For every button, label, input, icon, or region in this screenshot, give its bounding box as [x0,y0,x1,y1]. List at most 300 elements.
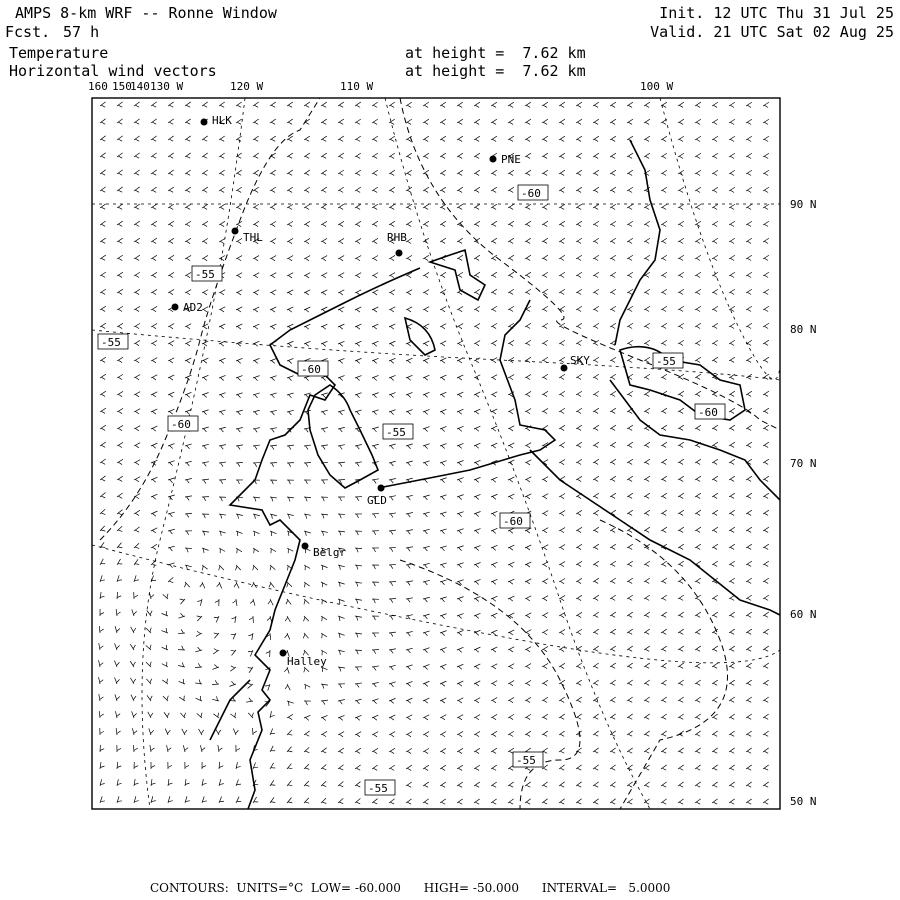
wind-barb [202,444,209,449]
init-time: Init. 12 UTC Thu 31 Jul 25 [659,4,894,22]
wind-barb [508,579,514,584]
wind-barb [661,782,667,787]
wind-barb [270,273,276,278]
wind-barb [202,221,208,226]
wind-barb [440,119,446,124]
wind-barb [253,428,260,433]
wind-barb [559,765,565,770]
wind-barb [270,711,275,718]
wind-barb [576,340,582,345]
wind-barb [372,715,378,720]
wind-barb [576,629,582,634]
wind-barb [542,306,548,311]
wind-barb [593,714,599,719]
wind-barb [286,599,291,605]
wind-barb [542,102,548,107]
wind-barb [233,729,238,735]
wind-barb [134,392,140,397]
wind-barb [100,592,104,599]
wind-barb [695,187,701,192]
wind-barb [627,476,633,481]
wind-barb [763,221,769,226]
wind-barb [236,797,241,803]
wind-barb [695,425,701,430]
wind-barb [474,529,481,534]
wind-barb [695,765,701,770]
wind-barb [440,272,446,277]
wind-barb [729,289,735,294]
wind-barb [185,102,191,107]
wind-barb [457,597,464,602]
wind-barb [695,714,701,719]
wind-barb [661,425,667,430]
wind-barb [321,700,328,704]
wind-barb [457,546,464,551]
wind-barb [661,714,667,719]
wind-barb [525,443,531,448]
wind-barb [610,153,616,158]
wind-barb [151,255,157,260]
wind-barb [168,409,174,414]
wind-barb [576,459,582,464]
wind-barb [729,748,735,753]
wind-barb [491,714,497,719]
wind-barb [474,102,480,107]
wind-barb [763,204,769,209]
wind-barb [100,476,106,481]
wind-barb [695,170,701,175]
wind-barb [423,597,430,602]
wind-barb [338,376,345,381]
wind-barb [474,255,480,260]
western-coast-south [210,680,250,740]
wind-barb [576,595,582,600]
wind-barb [338,170,344,175]
wind-barb [576,153,582,158]
wind-barb [372,682,379,687]
wind-barb [180,713,185,718]
wind-barb [423,409,430,414]
wind-barb [117,442,123,447]
wind-barb [678,272,684,277]
wind-barb [231,650,236,655]
wind-barb [117,374,123,379]
wind-barb [542,408,548,413]
wind-barb [576,663,582,668]
wind-barb [270,221,276,226]
wind-barb [729,442,735,447]
wind-barb [712,306,718,311]
wind-barb [746,527,752,532]
wind-barb [389,136,395,141]
wind-barb [117,289,123,294]
wind-barb [729,119,735,124]
wind-barb [610,561,616,566]
wind-barb [644,748,650,753]
wind-barb [644,221,650,226]
wind-barb [542,119,548,124]
wind-barb [338,427,345,432]
wind-barb [474,136,480,141]
wind-barb [559,595,565,600]
wind-barb [593,272,599,277]
wind-barb [559,562,565,567]
wind-barb [304,445,311,449]
wind-barb [474,409,480,414]
wind-barb [440,799,446,804]
wind-barb [251,582,256,588]
wind-barb [508,255,514,260]
wind-barb [559,748,565,753]
wind-barb [148,712,153,718]
wind-barb [593,102,599,107]
wind-barb [678,442,684,447]
wind-barb [270,290,276,295]
wind-barb [729,255,735,260]
wind-barb [117,779,122,786]
wind-barb [440,563,447,568]
wind-barb [474,392,480,397]
wind-barb [304,153,310,158]
wind-barb [202,375,208,380]
wind-barb [746,102,752,107]
wind-barb [406,290,412,295]
wind-barb [457,782,463,787]
wind-barb [644,731,650,736]
wind-barb [457,563,464,568]
wind-barb [185,479,192,484]
wind-barb [644,323,650,328]
wind-barb [202,796,207,803]
wind-barb [389,530,396,534]
station-label: RHB [387,231,407,244]
wind-barb [729,340,735,345]
wind-barb [661,459,667,464]
wind-barb [338,748,344,753]
wind-barb [576,204,582,209]
wind-barb [151,102,157,107]
wind-barb [202,358,208,363]
wind-barb [644,391,650,396]
wind-barb [287,410,294,415]
wind-barb [644,255,650,260]
wind-barb [593,425,599,430]
wind-barb [474,681,480,686]
wind-barb [304,204,310,209]
wind-barb [134,527,140,532]
wind-barb [304,565,310,570]
wind-barb [185,153,191,158]
wind-barb [406,765,412,770]
wind-barb [218,745,223,752]
wind-barb [202,565,208,570]
wind-barb [389,799,395,804]
wind-barb [168,779,172,786]
wind-barb [185,136,191,141]
wind-barb [610,170,616,175]
wind-barb [100,153,106,158]
wind-barb [321,324,327,329]
wind-barb [525,782,531,787]
wind-barb [100,408,106,413]
wind-barb [253,410,260,415]
wind-barb [304,256,310,261]
wind-barb [423,427,430,432]
wind-barb [117,255,123,260]
wind-barb [253,324,259,329]
wind-barb [149,728,154,735]
wind-barb [168,204,174,209]
wind-barb [423,255,429,260]
wind-barb [763,323,769,328]
contour-value-label [500,513,530,528]
wind-barb [729,187,735,192]
wind-barb [389,665,396,670]
wind-barb [100,136,106,141]
wind-barb [525,664,531,669]
wind-barb [355,256,361,261]
wind-barb [214,633,219,638]
wind-barb [610,697,616,702]
wind-barb [457,647,463,652]
wind-barb [115,711,120,718]
wind-barb [202,531,209,536]
wind-barb [491,392,497,397]
wind-barb [525,697,531,702]
wind-barb [491,409,497,414]
wind-barb [151,779,155,786]
wind-barb [491,136,497,141]
wind-barb [525,102,531,107]
wind-barb [236,762,241,769]
wind-barb [491,477,497,482]
wind-barb [610,255,616,260]
wind-barb [712,357,718,362]
wind-barb [610,187,616,192]
wind-barb [389,187,395,192]
wind-barb [202,762,206,769]
wind-barb [729,238,735,243]
wind-barb [627,221,633,226]
wind-barb [185,238,191,243]
wind-barb [508,731,514,736]
wind-barb [474,272,480,277]
wind-barb [627,187,633,192]
wind-barb [338,256,344,261]
wind-barb [406,221,412,226]
wind-barb [389,632,396,636]
wind-barb [491,511,497,516]
wind-barb [268,599,273,605]
wind-barb [440,136,446,141]
wind-barb [542,646,548,651]
wind-barb [287,204,293,209]
wind-barb [389,582,396,586]
wind-barb [236,273,242,278]
wind-barb [168,102,174,107]
wind-barb [542,272,548,277]
wind-barb [661,102,667,107]
wind-barb [321,290,327,295]
wind-barb [440,444,447,449]
wind-barb [372,479,379,484]
wind-barb [304,747,309,752]
wind-barb [678,680,684,685]
wind-barb [304,480,311,484]
wind-barb [542,357,548,362]
wind-barb [593,765,599,770]
wind-barb [508,443,514,448]
wind-barb [474,187,480,192]
wind-barb [117,592,121,599]
wind-barb [712,119,718,124]
wind-barb [100,204,106,209]
wind-barb [474,221,480,226]
wind-barb [644,646,650,651]
wind-barb [559,204,565,209]
wind-barb [100,357,106,362]
wind-barb [661,442,667,447]
wind-barb [287,480,294,484]
wind-barb [406,153,412,158]
wind-barb [644,510,650,515]
wind-barb [763,595,769,600]
wind-barb [712,221,718,226]
wind-barb [338,798,343,803]
wind-barb [100,221,106,226]
wind-barb [212,664,219,669]
wind-barb [457,255,463,260]
contour-value-label [513,752,543,767]
wind-barb [763,748,769,753]
wind-barb [525,153,531,158]
wind-barb [321,273,327,278]
wind-barb [763,136,769,141]
wind-barb [270,763,275,769]
wind-barb [355,650,362,654]
wind-barb [270,324,276,329]
wind-barb [185,392,191,397]
wind-barb [440,409,446,414]
wind-barb [729,680,735,685]
wind-barb [644,663,650,668]
wind-barb [372,548,379,552]
wind-barb [372,765,378,770]
wind-barb [151,221,157,226]
wind-barb [355,565,362,569]
wind-barb [217,582,222,588]
wind-barb [457,136,463,141]
wind-barb [372,119,378,124]
wind-barb [712,680,718,685]
wind-barb [185,548,192,552]
wind-barb [746,442,752,447]
wind-barb [423,698,429,703]
peninsula-tip [615,140,660,345]
wind-barb [678,221,684,226]
wind-barb [729,102,735,107]
wind-barb [678,799,684,804]
contour-value-label [98,334,128,349]
wind-barb [576,680,582,685]
wind-barb [678,697,684,702]
wind-barb [695,306,701,311]
wind-barb [151,511,157,516]
wind-barb [134,409,140,414]
wind-barb [287,238,293,243]
wind-barb [763,629,769,634]
wind-barb [712,493,718,498]
wind-barb [287,548,293,553]
wind-barb [213,713,219,718]
wind-barb [763,731,769,736]
wind-barb [508,119,514,124]
wind-barb [729,765,735,770]
wind-barb [355,358,361,363]
wind-barb [270,463,277,467]
wind-barb [576,476,582,481]
wind-barb [372,358,378,363]
wind-barb [542,153,548,158]
wind-barb [132,728,137,735]
wind-barb [287,256,293,261]
wind-barb [321,582,327,587]
wind-barb [185,762,189,769]
wind-barb [219,565,224,570]
wind-barb [644,136,650,141]
wind-barb [253,273,259,278]
wind-barb [355,410,362,415]
wind-barb [146,645,151,650]
wind-barb [457,765,463,770]
wind-barb [763,289,769,294]
wind-barb [644,493,650,498]
wind-barb [440,681,446,686]
wind-barb [627,680,633,685]
wind-barb [179,679,185,684]
wind-barb [661,595,667,600]
longitude-label: 150 [112,80,132,93]
wind-barb [746,306,752,311]
wind-barb [627,357,633,362]
wind-barb [729,323,735,328]
wind-barb [746,476,752,481]
wind-barb [321,102,327,107]
wind-barb [576,170,582,175]
wind-barb [236,102,242,107]
wind-barb [321,565,327,570]
wind-barb [712,697,718,702]
wind-barb [729,204,735,209]
wind-barb [389,564,396,568]
wind-barb [457,358,463,363]
wind-barb [321,153,327,158]
wind-barb [644,595,650,600]
wind-barb [165,729,170,735]
wind-barb [250,599,255,606]
wind-barb [610,629,616,634]
wind-barb [729,663,735,668]
wind-barb [372,582,379,586]
station-label: GLD [367,494,387,507]
wind-barb [389,649,396,654]
wind-barb [695,646,701,651]
contour-value-label [365,780,395,795]
wind-barb [338,445,345,450]
wind-barb [270,729,275,735]
wind-barb [423,272,429,277]
wind-barb [491,748,497,753]
